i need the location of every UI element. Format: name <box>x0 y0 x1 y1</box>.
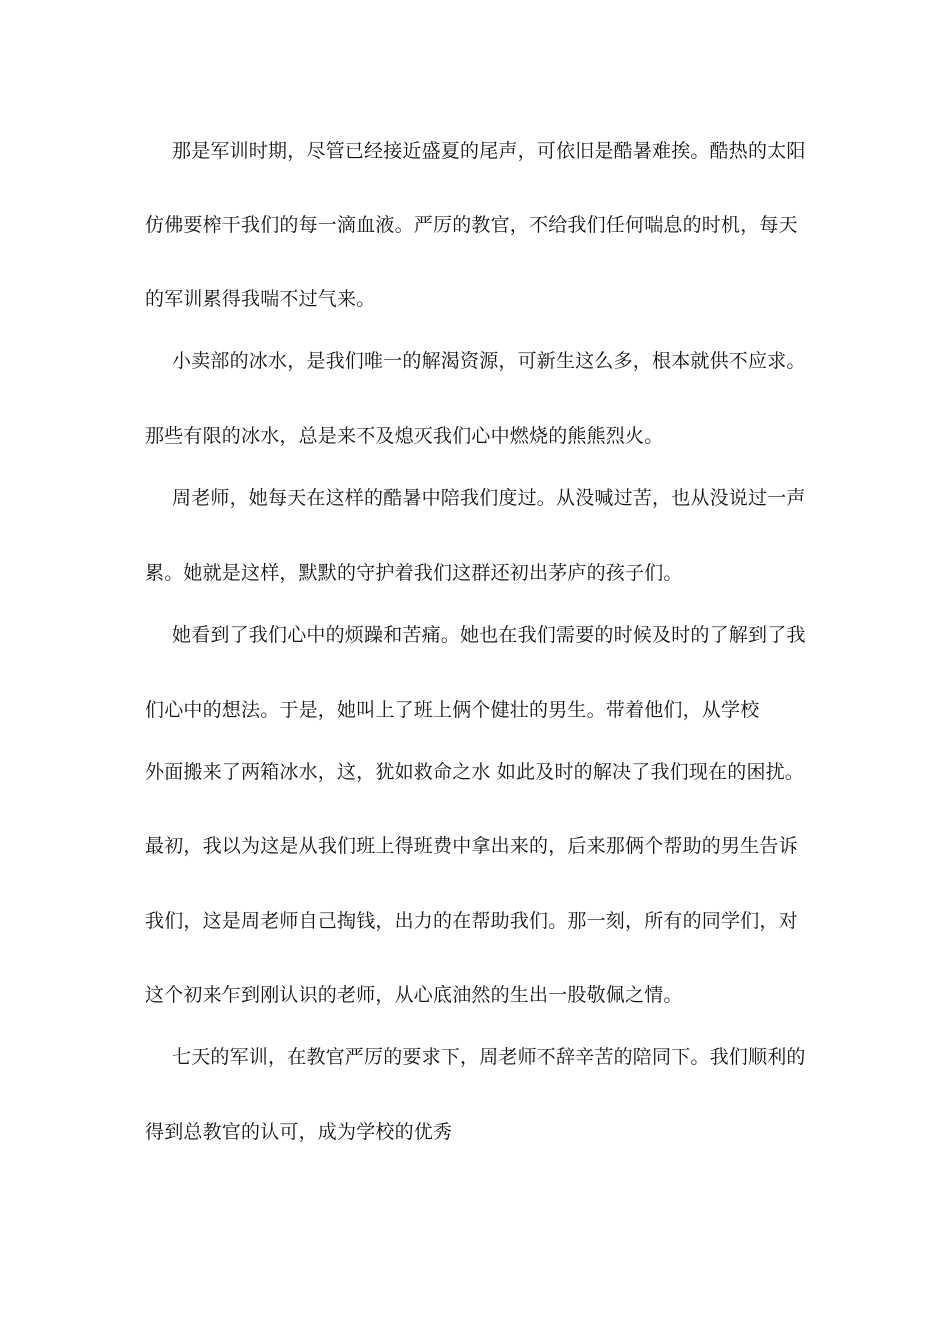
text-line: 仿佛要榨干我们的每一滴血液。严厉的教官，不给我们任何喘息的时机，每天 <box>145 214 798 236</box>
text-line: 的军训累得我喘不过气来。 <box>145 288 376 310</box>
text-line: 累。她就是这样，默默的守护着我们这群还初出茅庐的孩子们。 <box>145 562 683 584</box>
text-line: 得到总教官的认可，成为学校的优秀 <box>145 1121 453 1143</box>
text-line: 周老师，她每天在这样的酷暑中陪我们度过。从没喊过苦，也从没说过一声 <box>172 487 806 509</box>
text-line: 她看到了我们心中的烦躁和苦痛。她也在我们需要的时候及时的了解到了我 <box>172 624 806 646</box>
text-line: 七天的军训，在教官严厉的要求下，周老师不辞辛苦的陪同下。我们顺利的 <box>172 1046 806 1068</box>
text-line: 那是军训时期，尽管已经接近盛夏的尾声，可依旧是酷暑难挨。酷热的太阳 <box>172 140 806 162</box>
text-line: 我们，这是周老师自己掏钱，出力的在帮助我们。那一刻，所有的同学们，对 <box>145 910 798 932</box>
text-line: 小卖部的冰水，是我们唯一的解渴资源，可新生这么多，根本就供不应求。 <box>172 350 806 372</box>
text-line: 这个初来乍到刚认识的老师，从心底油然的生出一股敬佩之情。 <box>145 984 683 1006</box>
text-line: 最初，我以为这是从我们班上得班费中拿出来的，后来那俩个帮助的男生告诉 <box>145 835 798 857</box>
text-line: 外面搬来了两箱冰水，这，犹如救命之水 如此及时的解决了我们现在的困扰。 <box>145 761 805 783</box>
text-line: 那些有限的冰水，总是来不及熄灭我们心中燃烧的熊熊烈火。 <box>145 425 664 447</box>
text-line: 们心中的想法。于是，她叫上了班上俩个健壮的男生。带着他们，从学校 <box>145 699 760 721</box>
